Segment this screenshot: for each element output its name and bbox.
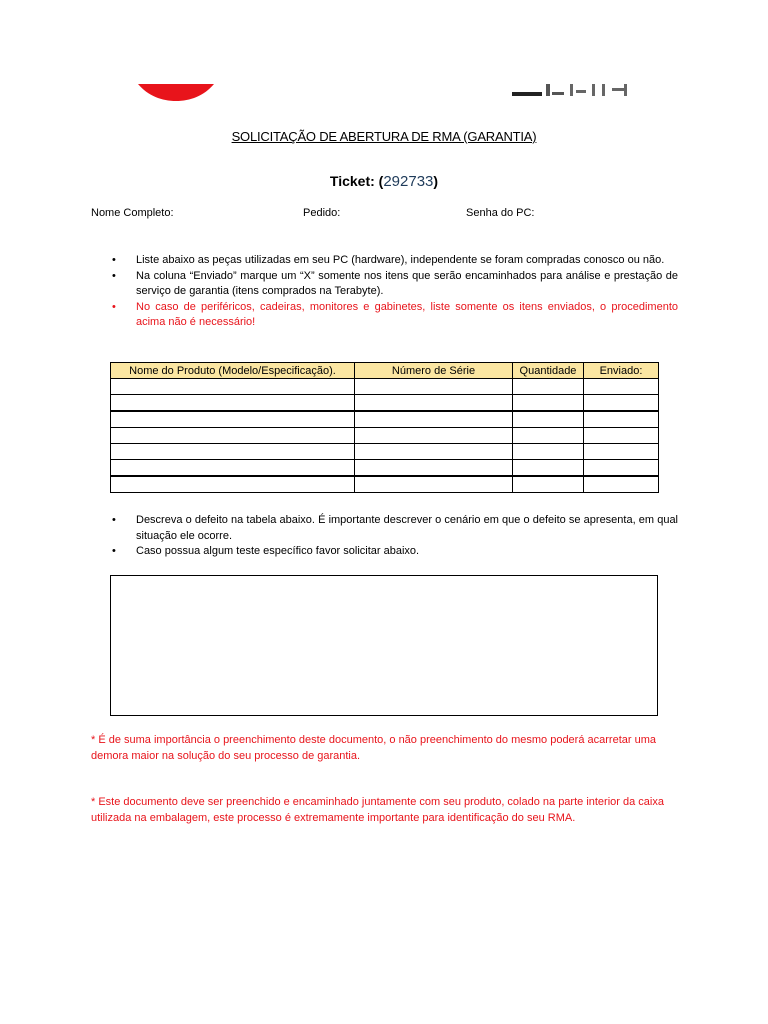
cell-sent[interactable] [584, 395, 659, 412]
header-product-name: Nome do Produto (Modelo/Especificação). [111, 363, 355, 379]
cell-sent[interactable] [584, 476, 659, 493]
instruction-item-warning: • No caso de periféricos, cadeiras, monitores e gabinetes, liste somente os itens enviados, o procedimento acima não é necessário! [111, 300, 678, 331]
instruction-item: • Descreva o defeito na tabela abaixo. É importante descrever o cenário em que o defeito se apresenta, em qual situação ele ocorre. [111, 513, 678, 544]
cell-product[interactable] [111, 444, 355, 460]
note-importance: * É de suma importância o preenchimento deste documento, o não preenchimento do mesmo poderá acarretar uma demora maior na solução do seu processo de garantia. [91, 734, 656, 762]
table-row [111, 428, 659, 444]
header-sent: Enviado: [584, 363, 659, 379]
cell-serial[interactable] [355, 411, 513, 428]
ticket-close: ) [433, 173, 439, 189]
table-row [111, 460, 659, 477]
cell-sent[interactable] [584, 444, 659, 460]
instructions-top [111, 253, 678, 331]
cell-sent[interactable] [584, 460, 659, 477]
cell-quantity[interactable] [513, 460, 584, 477]
note-packaging: * Este documento deve ser preenchido e encaminhado juntamente com seu produto, colado na parte interior da caixa utilizada na embalagem, este processo é extremamente importante para identificação do seu RMA. [91, 796, 664, 824]
parts-table [110, 362, 659, 493]
defect-description-box[interactable] [110, 575, 658, 716]
cell-product[interactable] [111, 476, 355, 493]
cell-quantity[interactable] [513, 476, 584, 493]
cell-serial[interactable] [355, 395, 513, 412]
field-senha-do-pc: Senha do PC: [466, 207, 535, 219]
cell-sent[interactable] [584, 379, 659, 395]
instruction-item: • Caso possua algum teste específico favor solicitar abaixo. [111, 544, 678, 560]
table-row [111, 395, 659, 412]
cell-quantity[interactable] [513, 428, 584, 444]
table-header-row [111, 363, 659, 379]
cell-quantity[interactable] [513, 379, 584, 395]
document-title: SOLICITAÇÃO DE ABERTURA DE RMA (GARANTIA) [231, 129, 537, 144]
cell-product[interactable] [111, 460, 355, 477]
cell-serial[interactable] [355, 476, 513, 493]
cell-serial[interactable] [355, 379, 513, 395]
cell-sent[interactable] [584, 411, 659, 428]
cell-serial[interactable] [355, 428, 513, 444]
instructions-bottom [111, 513, 678, 560]
ticket-line [0, 173, 768, 190]
cell-quantity[interactable] [513, 444, 584, 460]
table-row [111, 476, 659, 493]
cell-serial[interactable] [355, 444, 513, 460]
cell-product[interactable] [111, 395, 355, 412]
field-nome-completo: Nome Completo: [91, 207, 174, 219]
table-row [111, 411, 659, 428]
field-pedido: Pedido: [303, 207, 341, 219]
cell-quantity[interactable] [513, 411, 584, 428]
cell-product[interactable] [111, 428, 355, 444]
table-row [111, 444, 659, 460]
ticket-number: 292733 [383, 173, 434, 190]
ticket-label: Ticket: ( [329, 173, 384, 189]
table-row [111, 379, 659, 395]
cell-sent[interactable] [584, 428, 659, 444]
right-logo-fragment [512, 84, 634, 98]
cell-product[interactable] [111, 411, 355, 428]
cell-serial[interactable] [355, 460, 513, 477]
header-quantity: Quantidade [513, 363, 584, 379]
header-serial-number: Número de Série [355, 363, 513, 379]
instruction-item: • Liste abaixo as peças utilizadas em seu PC (hardware), independente se foram compradas conosco ou não. [111, 253, 678, 269]
cell-product[interactable] [111, 379, 355, 395]
instruction-item: • Na coluna “Enviado” marque um “X” somente nos itens que serão encaminhados para análise e prestação de serviço de garantia (itens comprados na Terabyte). [111, 269, 678, 300]
cell-quantity[interactable] [513, 395, 584, 412]
left-logo-fragment [138, 84, 214, 102]
